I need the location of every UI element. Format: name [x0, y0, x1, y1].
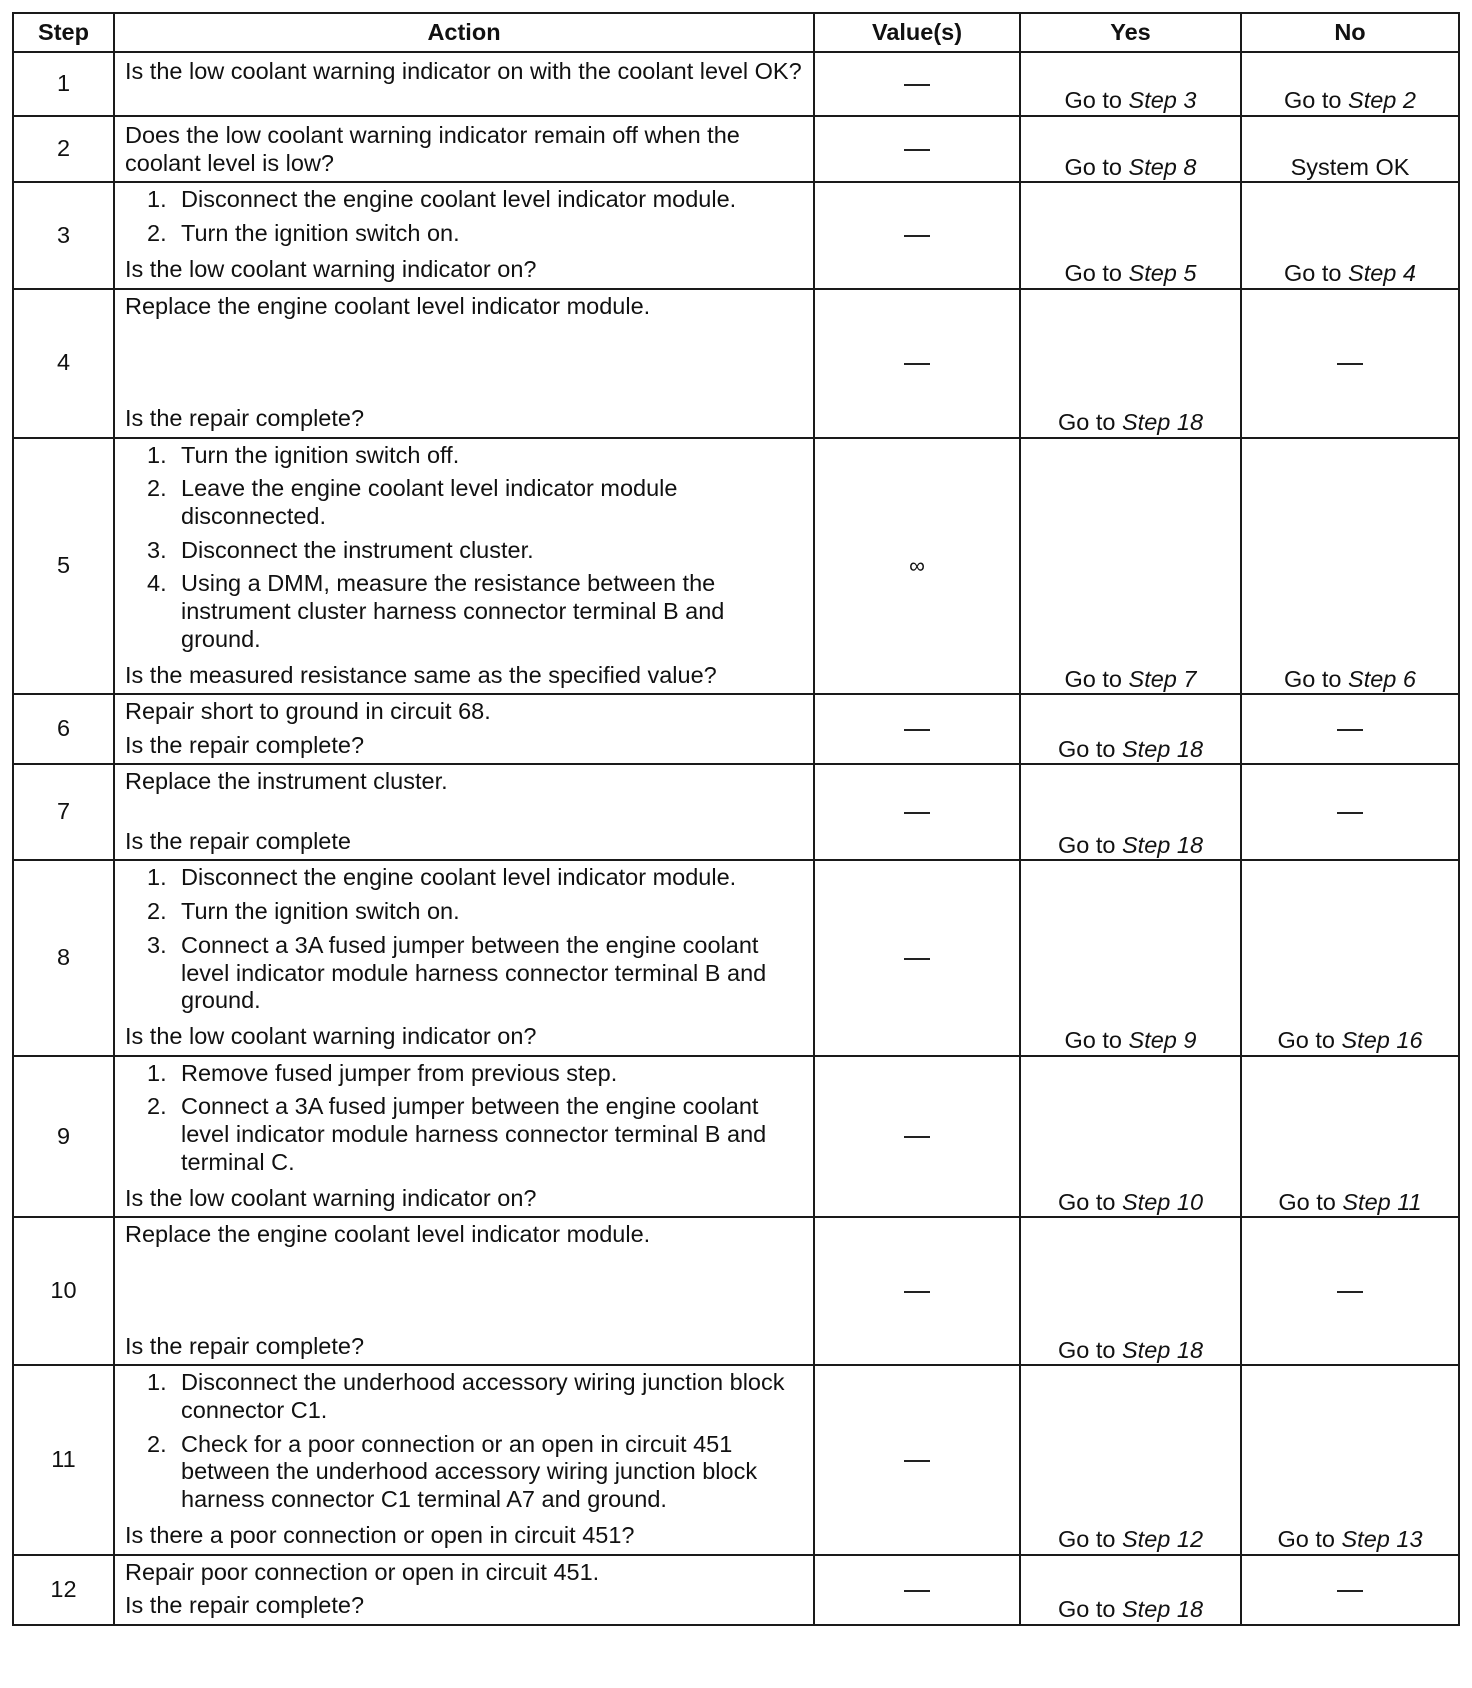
dash-mark [904, 363, 930, 365]
yes-cell [1020, 52, 1241, 116]
no-cell [1241, 764, 1459, 860]
table-row [13, 182, 1459, 288]
yes-cell [1020, 289, 1241, 438]
instruction-number: 2. [147, 475, 167, 502]
instruction-text: Leave the engine coolant level indicator module disconnected. [181, 475, 678, 530]
instruction-number: 2. [147, 220, 167, 247]
goto-prefix: Go to [1284, 87, 1349, 114]
action-cell [114, 1365, 814, 1554]
goto-step: Step 12 [1122, 1525, 1204, 1552]
step-number: 6 [13, 694, 114, 764]
dash-mark [904, 729, 930, 731]
table-row [13, 1217, 1459, 1365]
goto-step: Step 11 [1342, 1188, 1422, 1215]
step-number: 8 [13, 860, 114, 1055]
step-number: 9 [13, 1056, 114, 1218]
instruction-text: Turn the ignition switch off. [181, 441, 460, 468]
action-question: Is the repair complete [125, 827, 351, 854]
goto-prefix: Go to [1277, 1026, 1342, 1053]
action-question: Does the low coolant warning indicator remain off when the coolant level is low? [125, 122, 740, 176]
action-top [125, 186, 805, 253]
instruction-list [125, 186, 805, 247]
value-cell [814, 116, 1020, 182]
value-cell [814, 1365, 1020, 1554]
step-number: 4 [13, 289, 114, 438]
action-content [115, 1366, 813, 1553]
instruction-number: 1. [147, 1369, 167, 1396]
action-question: Is the low coolant warning indicator on? [125, 1022, 537, 1049]
table-row [13, 1555, 1459, 1625]
goto-step: Step 10 [1122, 1188, 1204, 1215]
action-cell [114, 1056, 814, 1218]
goto-link [1065, 154, 1197, 180]
goto-link [1065, 666, 1197, 692]
instruction-item [125, 570, 805, 653]
value-cell [814, 289, 1020, 438]
action-top [125, 442, 805, 660]
goto-link [1284, 87, 1416, 113]
action-question: Is the repair complete? [125, 731, 365, 758]
value-cell [814, 1217, 1020, 1365]
goto-link [1058, 1596, 1203, 1622]
no-cell [1241, 289, 1459, 438]
action-top [125, 1369, 805, 1520]
goto-link [1278, 1189, 1421, 1215]
header-row [13, 13, 1459, 52]
goto-prefix: Go to [1057, 408, 1122, 435]
goto-step: Step 3 [1128, 87, 1197, 114]
value-cell [814, 694, 1020, 764]
action-instruction: Repair poor connection or open in circuit 451. [125, 1558, 600, 1585]
action-instruction: Repair short to ground in circuit 68. [125, 698, 491, 725]
yes-cell [1020, 764, 1241, 860]
instruction-item [125, 1431, 805, 1514]
action-top [125, 1060, 805, 1183]
no-result-text: System OK [1290, 153, 1410, 180]
action-top [125, 293, 805, 321]
value-cell [814, 52, 1020, 116]
no-cell [1241, 860, 1459, 1055]
instruction-number: 3. [147, 931, 167, 958]
action-question: Is the measured resistance same as the specified value? [125, 661, 717, 688]
step-number: 10 [13, 1217, 114, 1365]
action-cell [114, 182, 814, 288]
action-top [125, 768, 805, 796]
action-instruction: Replace the instrument cluster. [125, 768, 448, 795]
action-content [115, 695, 813, 763]
instruction-item [125, 537, 805, 565]
header-action: Action [114, 13, 814, 52]
action-question: Is the low coolant warning indicator on? [125, 1184, 537, 1211]
no-cell [1241, 1555, 1459, 1625]
action-content [115, 183, 813, 287]
header-step: Step [13, 13, 114, 52]
yes-cell [1020, 860, 1241, 1055]
goto-link [1058, 1526, 1203, 1552]
instruction-item [125, 186, 805, 214]
instruction-text: Disconnect the engine coolant level indicator module. [181, 186, 737, 213]
instruction-text: Connect a 3A fused jumper between the engine coolant level indicator module harness connector terminal B and ground. [181, 931, 767, 1014]
action-top [125, 1221, 805, 1249]
yes-cell [1020, 438, 1241, 695]
dash-mark [904, 958, 930, 960]
action-content [115, 117, 813, 181]
goto-prefix: Go to [1057, 831, 1122, 858]
action-content [115, 1218, 813, 1364]
goto-step: Step 5 [1128, 259, 1197, 286]
instruction-number: 1. [147, 864, 167, 891]
action-cell [114, 52, 814, 116]
table-row [13, 289, 1459, 438]
action-content [115, 861, 813, 1054]
instruction-text: Check for a poor connection or an open in circuit 451 between the underhood accessory wiring junction block harness connector C1 terminal A7 and ground. [181, 1430, 758, 1513]
instruction-item [125, 1369, 805, 1424]
goto-link [1058, 1337, 1203, 1363]
action-instruction: Replace the engine coolant level indicator module. [125, 292, 651, 319]
table-row [13, 116, 1459, 182]
action-content [115, 290, 813, 437]
instruction-item [125, 864, 805, 892]
goto-prefix: Go to [1064, 1026, 1129, 1053]
dash-mark [1337, 812, 1363, 814]
goto-step: Step 4 [1348, 259, 1416, 286]
value-cell [814, 438, 1020, 695]
instruction-number: 3. [147, 536, 167, 563]
instruction-list [125, 1060, 805, 1177]
instruction-list [125, 1369, 805, 1514]
instruction-item [125, 1060, 805, 1088]
table-row [13, 764, 1459, 860]
yes-cell [1020, 1217, 1241, 1365]
goto-step: Step 16 [1341, 1026, 1423, 1053]
no-cell [1241, 438, 1459, 695]
goto-step: Step 6 [1348, 665, 1416, 692]
instruction-text: Using a DMM, measure the resistance between the instrument cluster harness connector terminal B and ground. [181, 570, 725, 652]
goto-link [1284, 260, 1416, 286]
step-number: 3 [13, 182, 114, 288]
dash-mark [904, 1460, 930, 1462]
action-cell [114, 694, 814, 764]
no-cell [1241, 694, 1459, 764]
step-number: 7 [13, 764, 114, 860]
action-cell [114, 1555, 814, 1625]
action-question: Is the repair complete? [125, 1591, 365, 1618]
instruction-item [125, 1093, 805, 1176]
instruction-list [125, 864, 805, 1015]
yes-cell [1020, 1555, 1241, 1625]
step-number: 2 [13, 116, 114, 182]
instruction-text: Disconnect the engine coolant level indicator module. [181, 864, 737, 891]
goto-step: Step 8 [1128, 153, 1197, 180]
goto-link [1284, 666, 1416, 692]
step-number: 5 [13, 438, 114, 695]
dash-mark [1337, 1291, 1363, 1293]
table-row [13, 694, 1459, 764]
action-cell [114, 860, 814, 1055]
goto-prefix: Go to [1057, 735, 1122, 762]
dash-mark [1337, 363, 1363, 365]
action-content [115, 439, 813, 694]
action-content [115, 1057, 813, 1217]
dash-mark [1337, 1590, 1363, 1592]
no-cell [1241, 1217, 1459, 1365]
instruction-list [125, 442, 805, 654]
instruction-number: 1. [147, 1059, 167, 1086]
table-row [13, 438, 1459, 695]
dash-mark [904, 812, 930, 814]
instruction-number: 1. [147, 441, 167, 468]
goto-prefix: Go to [1064, 153, 1129, 180]
step-number: 11 [13, 1365, 114, 1554]
goto-prefix: Go to [1057, 1595, 1122, 1622]
action-top [125, 864, 805, 1021]
instruction-number: 4. [147, 570, 167, 597]
dash-mark [904, 1590, 930, 1592]
instruction-text: Connect a 3A fused jumper between the engine coolant level indicator module harness connector terminal B and terminal C. [181, 1093, 767, 1175]
dash-mark [904, 84, 930, 86]
dash-mark [1337, 729, 1363, 731]
action-cell [114, 289, 814, 438]
action-instruction: Replace the engine coolant level indicator module. [125, 1221, 651, 1248]
table-row [13, 1365, 1459, 1554]
table-row [13, 52, 1459, 116]
goto-link [1277, 1526, 1422, 1552]
goto-step: Step 7 [1128, 665, 1197, 692]
table-row [13, 860, 1459, 1055]
goto-step: Step 2 [1348, 87, 1416, 114]
action-content [115, 1556, 813, 1624]
action-question: Is the low coolant warning indicator on? [125, 255, 537, 282]
header-no: No [1241, 13, 1459, 52]
goto-step: Step 18 [1122, 1595, 1204, 1622]
goto-link [1277, 1027, 1422, 1053]
goto-link [1058, 832, 1203, 858]
instruction-item [125, 932, 805, 1015]
goto-step: Step 18 [1122, 735, 1204, 762]
instruction-text: Turn the ignition switch on. [181, 898, 460, 925]
instruction-text: Turn the ignition switch on. [181, 220, 460, 247]
action-cell [114, 438, 814, 695]
goto-prefix: Go to [1284, 665, 1349, 692]
action-question: Is there a poor connection or open in circuit 451? [125, 1521, 635, 1548]
instruction-number: 2. [147, 1093, 167, 1120]
dash-mark [904, 1291, 930, 1293]
action-question: Is the repair complete? [125, 404, 365, 431]
diagnostic-table [12, 12, 1460, 1626]
goto-prefix: Go to [1057, 1336, 1122, 1363]
yes-cell [1020, 1056, 1241, 1218]
yes-cell [1020, 116, 1241, 182]
goto-step: Step 18 [1122, 1336, 1204, 1363]
no-cell [1241, 182, 1459, 288]
table-row [13, 1056, 1459, 1218]
no-cell [1241, 1365, 1459, 1554]
instruction-item [125, 442, 805, 470]
goto-step: Step 18 [1122, 831, 1204, 858]
goto-prefix: Go to [1057, 1188, 1122, 1215]
action-cell [114, 1217, 814, 1365]
instruction-text: Remove fused jumper from previous step. [181, 1059, 618, 1086]
goto-link [1058, 736, 1203, 762]
goto-prefix: Go to [1064, 87, 1129, 114]
goto-link [1065, 87, 1197, 113]
header-values: Value(s) [814, 13, 1020, 52]
instruction-number: 1. [147, 186, 167, 213]
action-top [125, 698, 805, 726]
goto-link [1058, 409, 1203, 435]
value-text: ∞ [909, 553, 925, 579]
instruction-text: Disconnect the instrument cluster. [181, 536, 534, 563]
instruction-item [125, 475, 805, 530]
goto-step: Step 18 [1122, 408, 1204, 435]
goto-prefix: Go to [1057, 1525, 1122, 1552]
action-question: Is the repair complete? [125, 1332, 365, 1359]
action-content [115, 53, 813, 115]
goto-prefix: Go to [1278, 1188, 1343, 1215]
action-cell [114, 116, 814, 182]
action-question: Is the low coolant warning indicator on with the coolant level OK? [125, 58, 802, 84]
step-number: 1 [13, 52, 114, 116]
goto-prefix: Go to [1284, 259, 1349, 286]
header-yes: Yes [1020, 13, 1241, 52]
yes-cell [1020, 694, 1241, 764]
instruction-number: 2. [147, 1430, 167, 1457]
dash-mark [904, 149, 930, 151]
yes-cell [1020, 1365, 1241, 1554]
yes-cell [1020, 182, 1241, 288]
value-cell [814, 1555, 1020, 1625]
instruction-text: Disconnect the underhood accessory wiring junction block connector C1. [181, 1369, 785, 1423]
action-content [115, 765, 813, 859]
action-cell [114, 764, 814, 860]
value-cell [814, 1056, 1020, 1218]
goto-link [1065, 1027, 1197, 1053]
value-cell [814, 860, 1020, 1055]
instruction-item [125, 220, 805, 248]
goto-step: Step 9 [1128, 1026, 1197, 1053]
dash-mark [904, 235, 930, 237]
no-cell [1241, 52, 1459, 116]
dash-mark [904, 1136, 930, 1138]
goto-prefix: Go to [1064, 259, 1129, 286]
goto-link [1058, 1189, 1203, 1215]
instruction-item [125, 898, 805, 926]
instruction-number: 2. [147, 898, 167, 925]
value-cell [814, 182, 1020, 288]
goto-prefix: Go to [1277, 1525, 1342, 1552]
value-cell [814, 764, 1020, 860]
goto-step: Step 13 [1341, 1525, 1423, 1552]
step-number: 12 [13, 1555, 114, 1625]
goto-link [1065, 260, 1197, 286]
no-cell [1241, 1056, 1459, 1218]
no-cell [1241, 116, 1459, 182]
goto-prefix: Go to [1064, 665, 1129, 692]
action-top [125, 1559, 805, 1587]
